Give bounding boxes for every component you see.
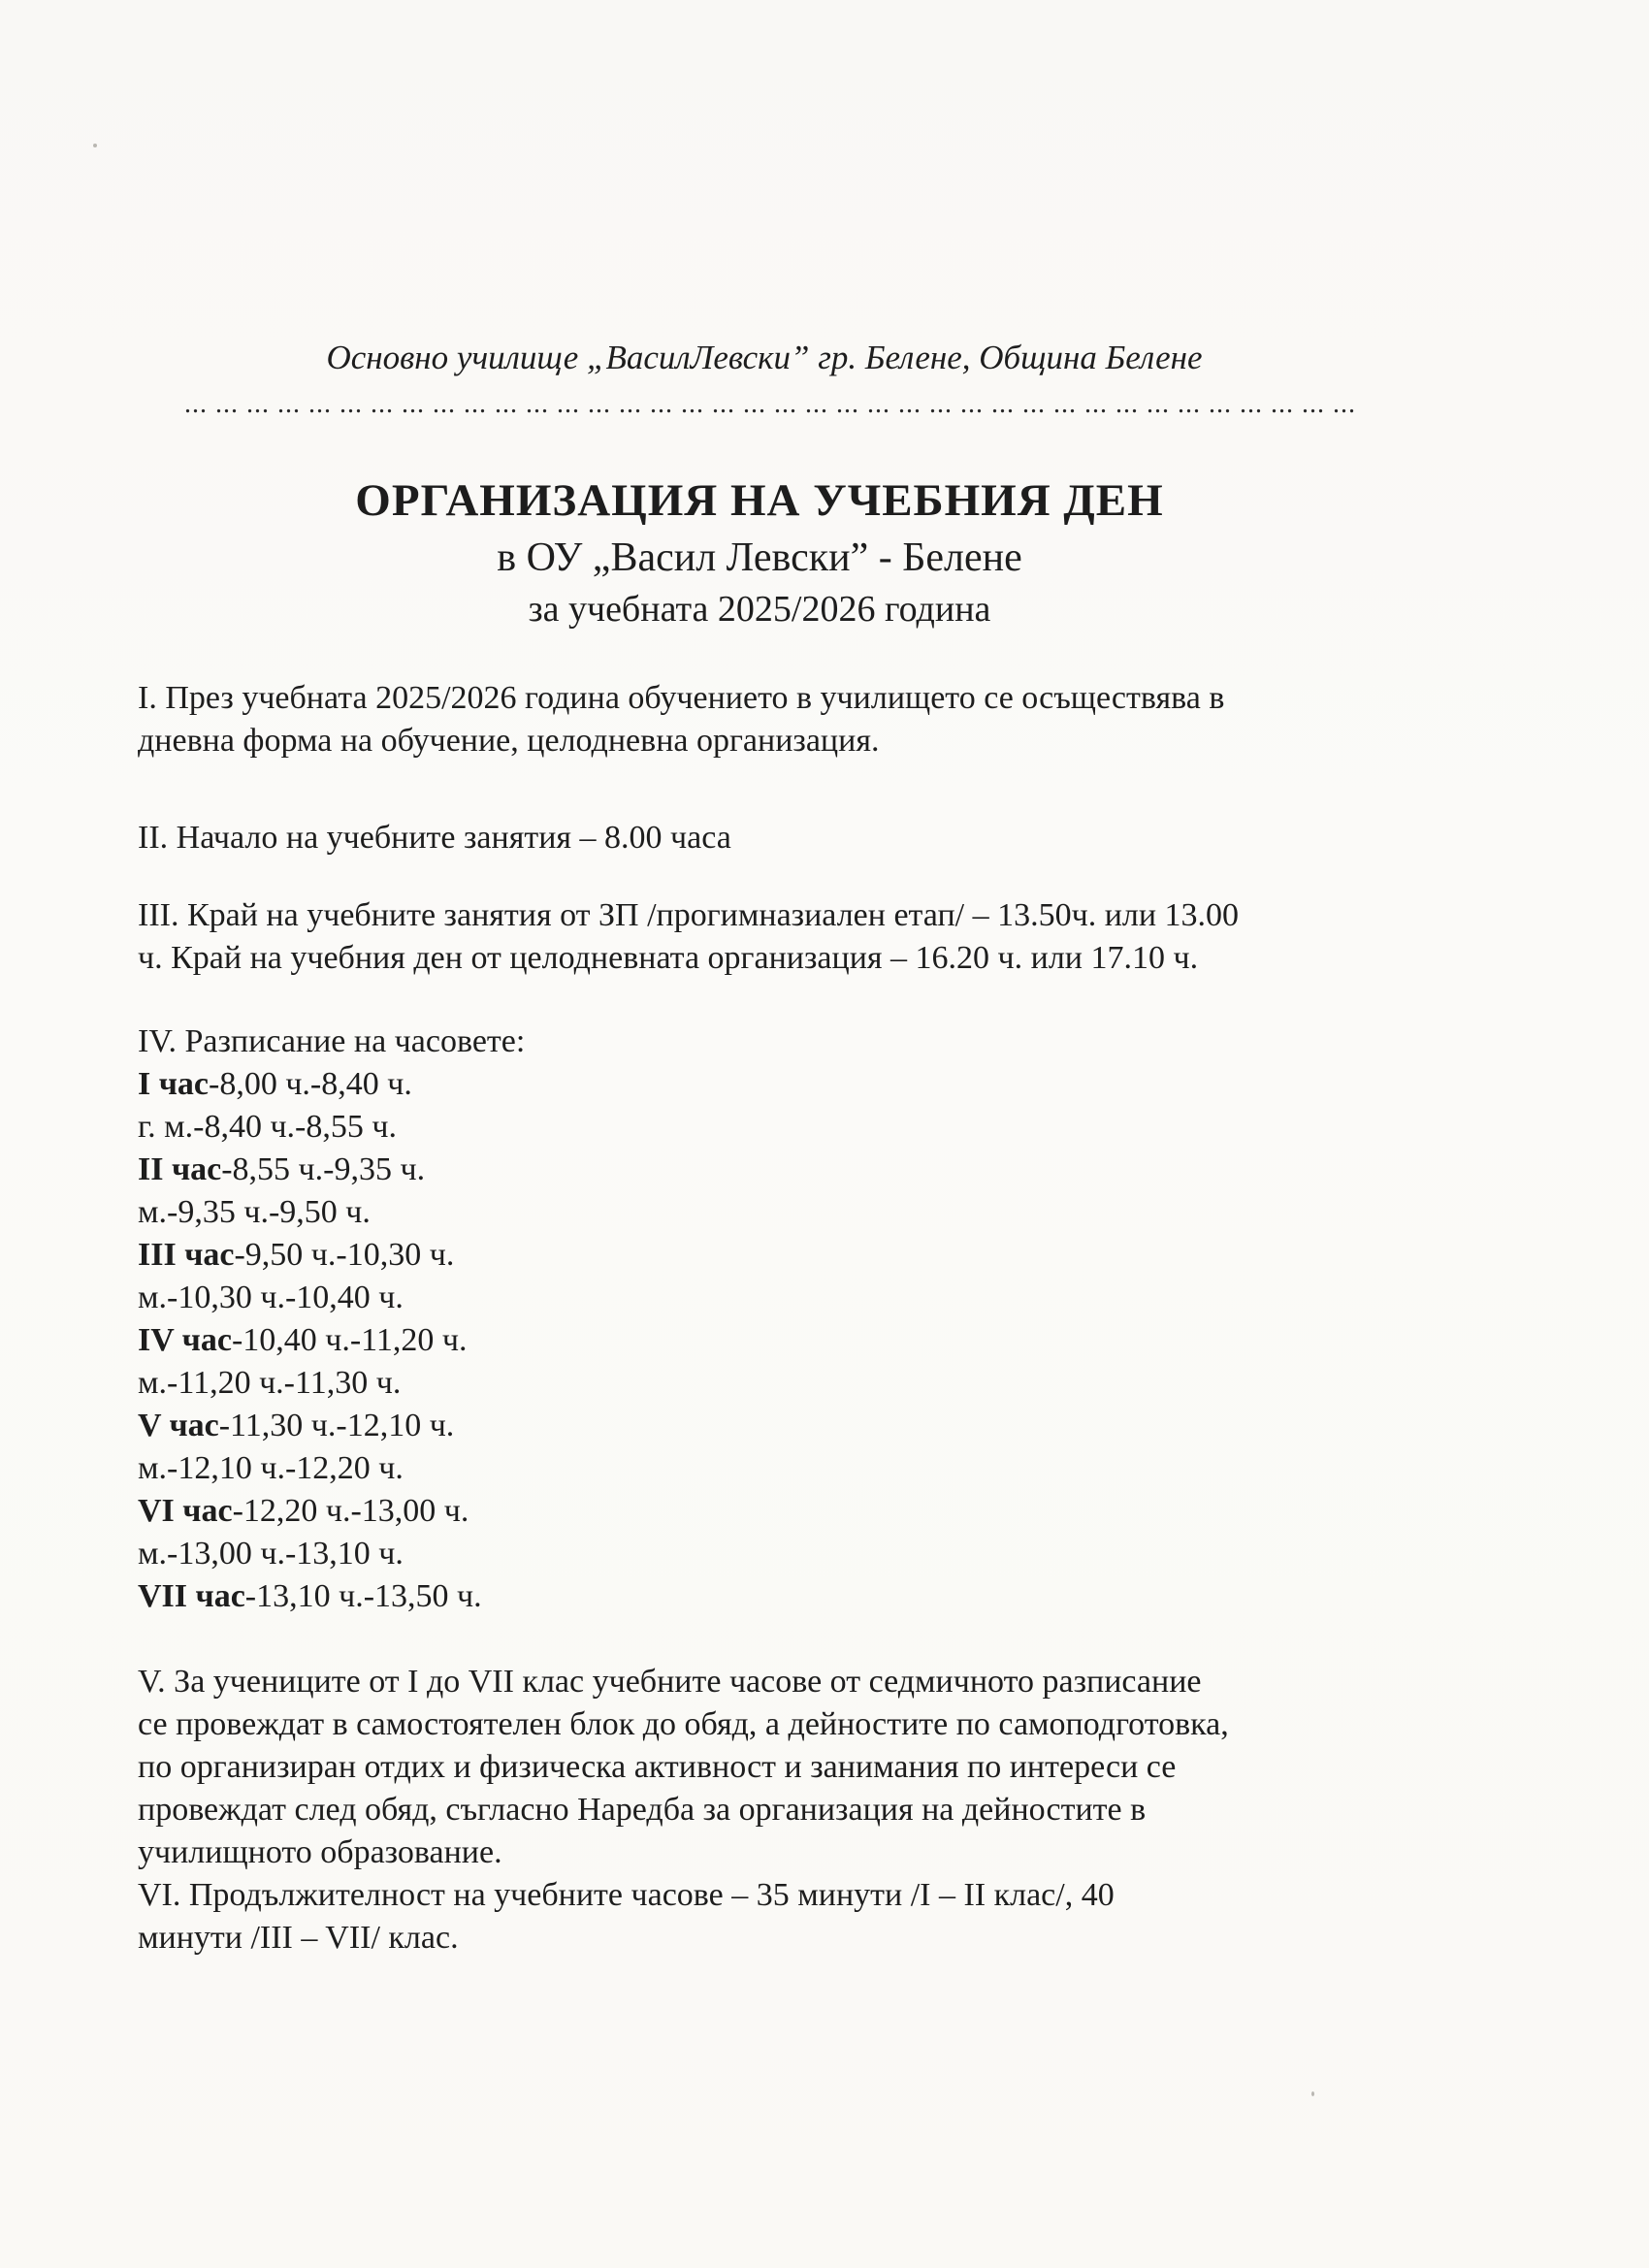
paragraph-5-line: по организиран отдих и физическа активност и занимания по интереси се <box>138 1749 1177 1785</box>
schedule-row <box>138 1149 1420 1191</box>
schedule-row <box>138 1490 1420 1533</box>
schedule-row-time: м.-12,10 ч.-12,20 ч. <box>138 1450 404 1486</box>
schedule-row-label: VI час <box>138 1493 233 1529</box>
schedule-row-time: -8,55 ч.-9,35 ч. <box>221 1151 426 1187</box>
paragraph-2-line: II. Начало на учебните занятия – 8.00 часа <box>138 820 731 856</box>
schedule-row-time: -11,30 ч.-12,10 ч. <box>218 1408 455 1443</box>
paragraph-2 <box>138 817 1420 859</box>
schedule-row <box>138 1533 1420 1575</box>
school-header-line: Основно училище „ВасилЛевски” гр. Белене, Община Белене <box>326 339 1203 376</box>
schedule-row-label: III час <box>138 1237 235 1273</box>
paragraph-3-line: ч. Край на учебния ден от целодневната организация – 16.20 ч. или 17.10 ч. <box>138 940 1199 976</box>
schedule-row-label: I час <box>138 1066 209 1102</box>
schedule-row-label: VII час <box>138 1578 245 1614</box>
schedule-row-time: -13,10 ч.-13,50 ч. <box>244 1578 482 1614</box>
schedule-row <box>138 1319 1420 1362</box>
scan-speck <box>93 144 97 147</box>
schedule-row-label: IV час <box>138 1322 232 1358</box>
schedule-row-time: м.-11,20 ч.-11,30 ч. <box>138 1365 402 1401</box>
paragraph-5-line: се провеждат в самостоятелен блок до обяд, а дейностите по самоподготовка, <box>138 1706 1229 1742</box>
paragraph-6 <box>138 1874 1420 1960</box>
schedule-section <box>138 1021 1420 1618</box>
schedule-row <box>138 1362 1420 1405</box>
paragraph-6-line: VI. Продължителност на учебните часове – 35 минути /I – II клас/, 40 <box>138 1877 1115 1913</box>
paragraph-6-line: минути /III – VII/ клас. <box>138 1920 459 1956</box>
paragraph-5-line: училищното образование. <box>138 1834 502 1870</box>
paragraph-5-line: провеждат след обяд, съгласно Наредба за организация на дейностите в <box>138 1792 1147 1828</box>
schedule-row-time: м.-9,35 ч.-9,50 ч. <box>138 1194 371 1230</box>
schedule-row-time: -12,20 ч.-13,00 ч. <box>232 1493 469 1529</box>
paragraph-3-line: III. Край на учебните занятия от ЗП /прогимназиален етап/ – 13.50ч. или 13.00 <box>138 897 1240 933</box>
schedule-row-label: II час <box>138 1151 222 1187</box>
schedule-row-time: -8,00 ч.-8,40 ч. <box>209 1066 412 1102</box>
schedule-row <box>138 1234 1420 1277</box>
paragraph-1 <box>138 677 1420 762</box>
schedule-row <box>138 1063 1420 1106</box>
schedule-row-time: -10,40 ч.-11,20 ч. <box>231 1322 468 1358</box>
paragraph-1-line: дневна форма на обучение, целодневна организация. <box>138 723 880 759</box>
schedule-row <box>138 1191 1420 1234</box>
schedule-row-time: г. м.-8,40 ч.-8,55 ч. <box>138 1109 397 1145</box>
schedule-row-time: м.-13,00 ч.-13,10 ч. <box>138 1536 404 1571</box>
paragraph-3 <box>138 894 1420 980</box>
schedule-row <box>138 1405 1420 1447</box>
paragraph-1-line: I. През учебната 2025/2026 година обучението в училището се осъществява в <box>138 680 1225 716</box>
document-title: ОРГАНИЗАЦИЯ НА УЧЕБНИЯ ДЕН <box>355 475 1164 526</box>
schedule-row <box>138 1277 1420 1319</box>
schedule-row-time: м.-10,30 ч.-10,40 ч. <box>138 1280 404 1315</box>
title-block <box>138 473 1420 632</box>
schedule-row <box>138 1447 1420 1490</box>
dotted-separator-line: ... ... ... ... ... ... ... ... ... ... ... ... ... ... ... ... ... ... ... ... ... ... ... ... ... ... ... ... ... ... ... ... ... ... ... ... ... ... <box>184 389 1356 419</box>
schedule-row-label: V час <box>138 1408 219 1443</box>
schedule-row-time: -9,50 ч.-10,30 ч. <box>234 1237 455 1273</box>
scan-speck <box>1311 2091 1314 2096</box>
paragraph-5 <box>138 1661 1420 1874</box>
schedule-heading: IV. Разписание на часовете: <box>138 1023 526 1059</box>
document-subtitle-school: в ОУ „Васил Левски” - Белене <box>497 535 1022 580</box>
schedule-row <box>138 1106 1420 1149</box>
document-subtitle-year: за учебната 2025/2026 година <box>528 589 991 630</box>
paragraph-5-line: V. За учениците от I до VII клас учебните часове от седмичното разписание <box>138 1664 1202 1700</box>
schedule-row <box>138 1575 1420 1618</box>
